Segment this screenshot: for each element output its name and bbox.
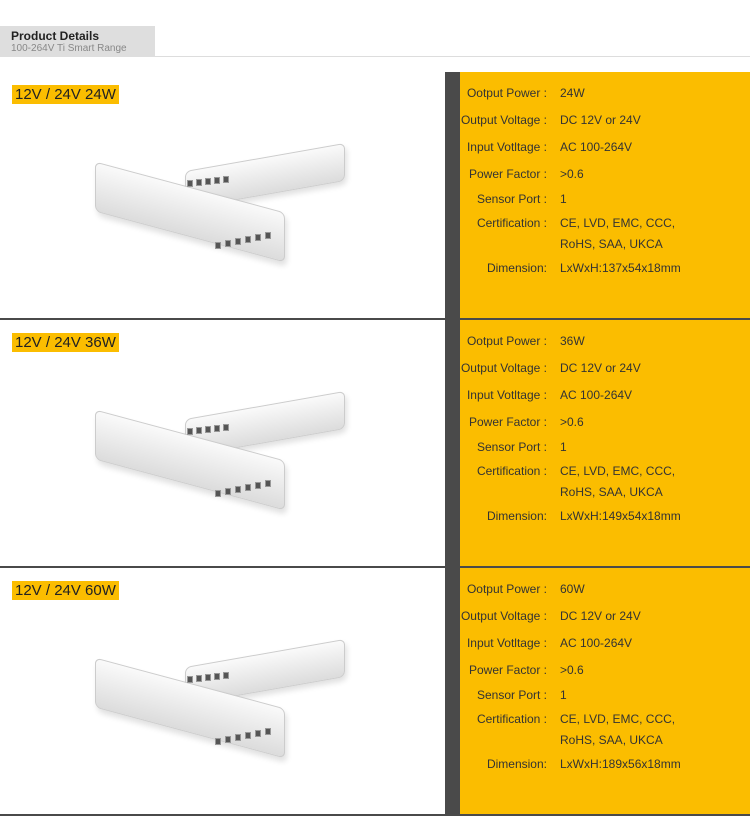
spec-label: Input Votltage : [466,388,547,402]
spec-row [460,663,750,677]
spec-value: AC 100-264V [560,140,633,154]
spec-value: AC 100-264V [560,636,633,650]
spec-label: Dimension: [486,509,547,523]
product-section [0,568,750,816]
spec-value: LxWxH:149x54x18mm [560,509,681,523]
spec-row [460,140,750,154]
spec-label [460,733,560,747]
accent-bar [445,72,460,318]
spec-panel [460,320,750,566]
product-tag: 12V / 24V 36W [12,333,119,352]
spec-label: Certification : [476,712,547,726]
spec-value: 1 [560,192,567,206]
spec-value: 24W [560,86,585,100]
spec-row [460,440,750,454]
spec-value: 60W [560,582,585,596]
spec-row [460,582,750,596]
spec-label: Sensor Port : [476,192,547,206]
spec-label [460,485,560,499]
spec-value: RoHS, SAA, UKCA [560,485,663,499]
product-image [95,147,355,297]
spec-value: RoHS, SAA, UKCA [560,733,663,747]
spec-value: 1 [560,440,567,454]
spec-label: Output Voltage : [460,609,547,623]
accent-bar [445,320,460,566]
spec-value: >0.6 [560,663,584,677]
product-section [0,72,750,320]
accent-bar [445,568,460,814]
spec-value: RoHS, SAA, UKCA [560,237,663,251]
spec-value: CE, LVD, EMC, CCC, [560,464,676,478]
spec-label: Power Factor : [468,415,547,429]
spec-label: Output Voltage : [460,113,547,127]
spec-label: Dimension: [486,261,547,275]
product-tag: 12V / 24V 24W [12,85,119,104]
spec-value: CE, LVD, EMC, CCC, [560,712,676,726]
spec-label: Ootput Power : [466,334,547,348]
spec-row [460,757,750,771]
spec-value: >0.6 [560,167,584,181]
spec-label: Power Factor : [468,167,547,181]
spec-row [460,415,750,429]
spec-row [460,261,750,275]
section-header [0,26,155,57]
spec-label: Sensor Port : [476,440,547,454]
spec-label: Sensor Port : [476,688,547,702]
spec-value: AC 100-264V [560,388,633,402]
spec-row [460,334,750,348]
spec-label: Ootput Power : [466,86,547,100]
spec-row [460,86,750,100]
spec-label [460,237,560,251]
spec-value: LxWxH:137x54x18mm [560,261,681,275]
section-subtitle: 100-264V Ti Smart Range [11,43,127,54]
spec-label: Certification : [476,216,547,230]
spec-value: DC 12V or 24V [560,361,641,375]
spec-row [460,485,750,499]
spec-row [460,609,750,623]
spec-row [460,167,750,181]
spec-value: CE, LVD, EMC, CCC, [560,216,676,230]
product-image [95,643,355,793]
spec-label: Power Factor : [468,663,547,677]
spec-value: DC 12V or 24V [560,609,641,623]
spec-value: 1 [560,688,567,702]
spec-row [460,688,750,702]
spec-value: LxWxH:189x56x18mm [560,757,681,771]
spec-label: Ootput Power : [466,582,547,596]
section-title: Product Details [11,29,100,43]
spec-label: Input Votltage : [466,636,547,650]
spec-label: Certification : [476,464,547,478]
product-tag: 12V / 24V 60W [12,581,119,600]
spec-panel [460,72,750,318]
spec-row [460,733,750,747]
spec-label: Input Votltage : [466,140,547,154]
spec-label: Output Voltage : [460,361,547,375]
spec-row [460,636,750,650]
spec-row [460,237,750,251]
spec-value: >0.6 [560,415,584,429]
spec-label: Dimension: [486,757,547,771]
spec-row [460,509,750,523]
spec-row [460,712,750,726]
spec-value: DC 12V or 24V [560,113,641,127]
divider [155,56,750,57]
spec-row [460,113,750,127]
product-image [95,395,355,545]
spec-row [460,464,750,478]
spec-row [460,388,750,402]
spec-row [460,361,750,375]
spec-value: 36W [560,334,585,348]
product-section [0,320,750,568]
spec-row [460,216,750,230]
spec-panel [460,568,750,814]
spec-row [460,192,750,206]
